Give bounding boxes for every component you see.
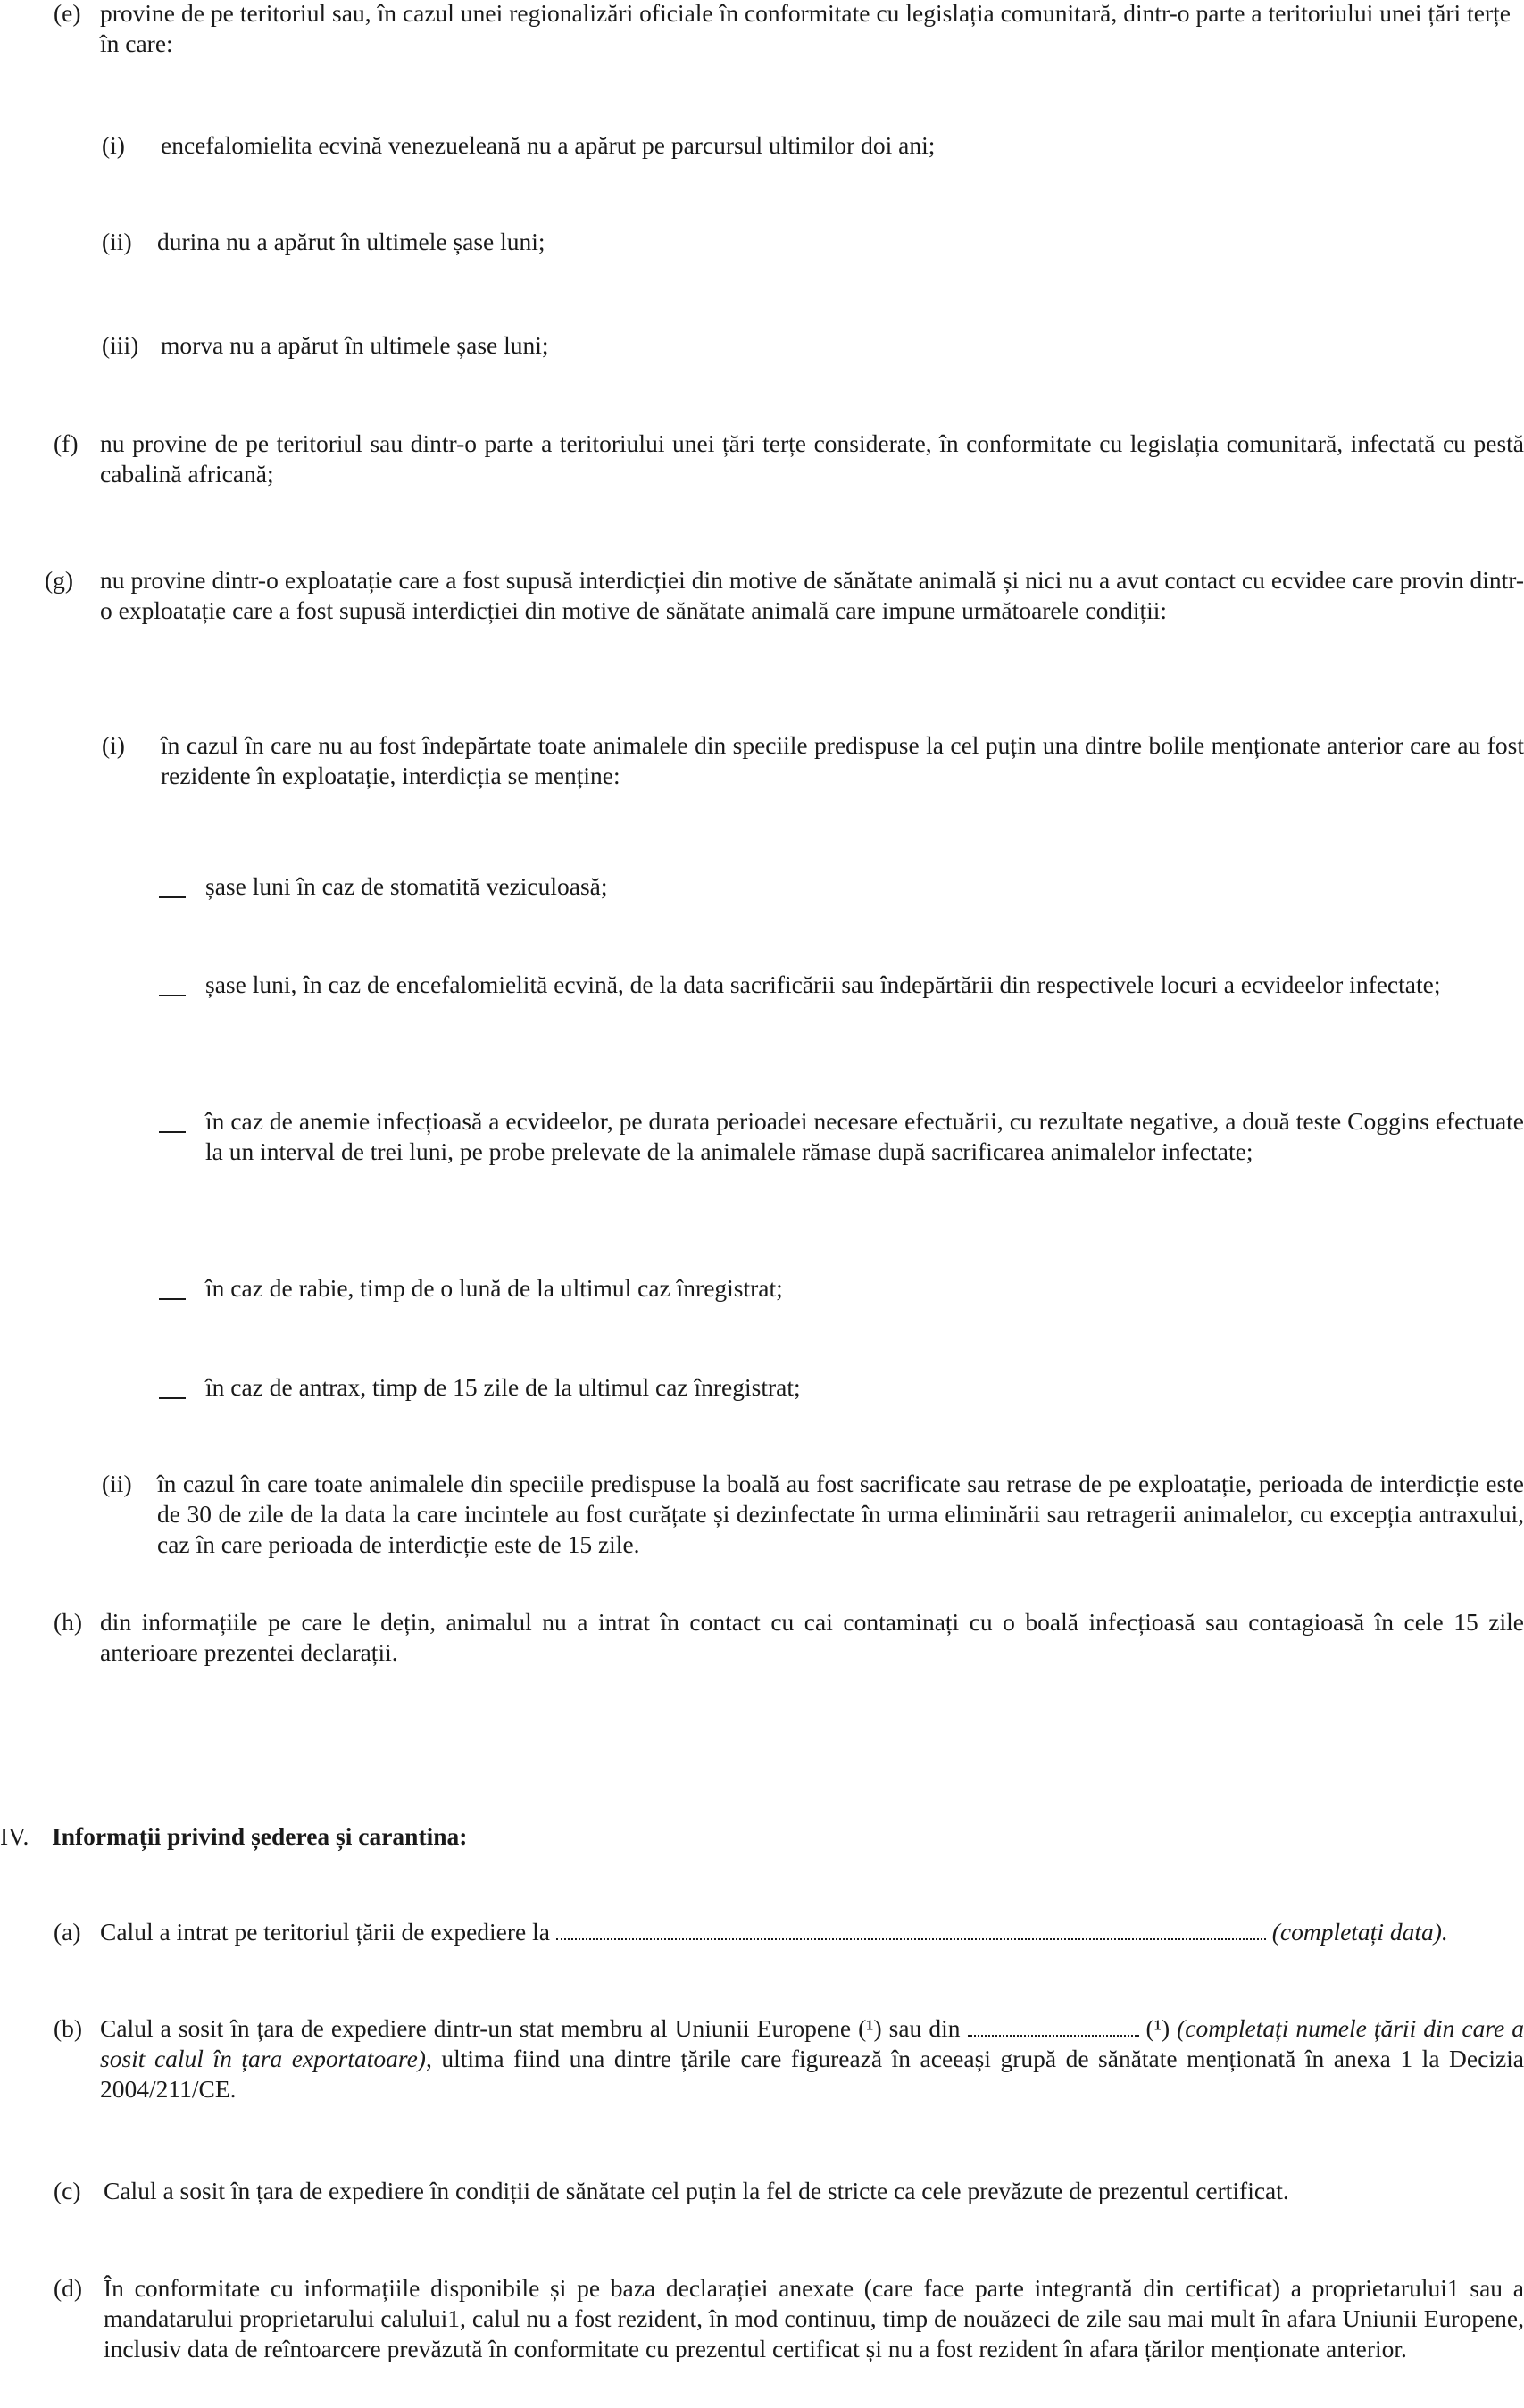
item-e-ii-text: durina nu a apărut în ultimele șase luni;	[157, 228, 545, 255]
item-e-i-text: encefalomielita ecvină venezueleană nu a apărut pe parcursul ultimilor doi ani;	[161, 131, 936, 159]
item-e-text: provine de pe teritoriul sau, în cazul unei regionalizări oficiale în conformitate cu legislația comunitară, dintr-o parte a teritoriului unei țări terțe în care:	[100, 0, 1511, 57]
dash-marker	[159, 1131, 186, 1133]
section-iv-d-text: În conformitate cu informațiile disponibile și pe baza declarației anexate (care face parte integrantă din certificat) a proprietarului1 sau a mandatarului proprietarului calului1, calul nu a fost rezident, în mod continuu, timp de nouăzeci de zile sau mai mult în afara Uniunii Europene, inclusiv data de reîntoarcere prevăzută în conformitate cu prezentul certificat și nu a fost rezident în afara țărilor menționate anterior.	[104, 2274, 1524, 2362]
section-iv-a-label: (a)	[54, 1918, 81, 1946]
section-iv-title: Informații privind șederea și carantina:	[52, 1822, 468, 1850]
item-f-text: nu provine de pe teritoriul sau dintr-o parte a teritoriului unei țări terțe considerate, în conformitate cu legislația comunitară, infectată cu pestă cabalină africană;	[100, 429, 1524, 487]
item-e-iii-label: (iii)	[102, 331, 139, 359]
item-e-iii-text: morva nu a apărut în ultimele șase luni;	[161, 331, 549, 359]
country-blank-field	[968, 2015, 1139, 2037]
dash-text: șase luni în caz de stomatită veziculoasă;	[205, 872, 608, 900]
item-g-ii-label: (ii)	[102, 1470, 132, 1497]
dash-marker	[159, 1298, 186, 1300]
dash-text: în caz de anemie infecțioasă a ecvideelor, pe durata perioadei necesare efectuării, cu rezultate negative, a două teste Coggins efectuate la un interval de trei luni, pe probe prelevate de la animalele rămase după sacrificarea animalelor infectate;	[205, 1107, 1524, 1165]
item-e-ii-label: (ii)	[102, 228, 132, 255]
item-f-label: (f)	[54, 429, 79, 457]
section-iv-a-text: Calul a intrat pe teritoriul țării de expediere la	[100, 1918, 550, 1946]
item-g-ii-text: în cazul în care toate animalele din speciile predispuse la boală au fost sacrificate sau retrase de pe exploatație, perioada de interdicție este de 30 de zile de la data la care incintele au fost curățate și dezinfectate în urma eliminării sau retragerii animalelor, cu excepția antraxului, caz în care perioada de interdicție este de 15 zile.	[157, 1470, 1524, 1558]
dash-marker	[159, 995, 186, 996]
section-iv-c-label: (c)	[54, 2177, 81, 2204]
dash-text: în caz de rabie, timp de o lună de la ultimul caz înregistrat;	[205, 1274, 783, 1302]
item-g-label: (g)	[45, 566, 74, 594]
section-iv-b-text-1: Calul a sosit în țara de expediere dintr-un stat membru al Uniunii Europene (¹) sau din	[100, 2014, 961, 2042]
section-iv-b-note: (completați numele țării din care a sosit calul în țara exportatoare)	[100, 2014, 1524, 2072]
section-iv-b-ref: (¹)	[1145, 2014, 1170, 2042]
date-blank-field	[556, 1919, 1266, 1940]
dash-marker	[159, 896, 186, 898]
item-g-text: nu provine dintr-o exploatație care a fost supusă interdicției din motive de sănătate animală și nici nu a avut contact cu ecvidee care provin dintr-o exploatație care a fost supusă interdicției din motive de sănătate animală care impune următoarele condiții:	[100, 566, 1524, 624]
section-iv-b-text	[100, 2013, 1524, 2104]
section-iv-a-note: (completați data).	[1271, 1918, 1448, 1946]
item-g-i-text: în cazul în care nu au fost îndepărtate toate animalele din speciile predispuse la cel puțin una dintre bolile menționate anterior care au fost rezidente în exploatație, interdicția se menține:	[161, 731, 1524, 789]
section-iv-b-text-2: , ultima fiind una dintre țările care figurează în aceeași grupă de sănătate menționată în anexa 1 la Decizia 2004/211/CE.	[100, 2045, 1524, 2103]
section-iv-a-line	[100, 1917, 1524, 1947]
section-iv-b-label: (b)	[54, 2014, 83, 2042]
section-iv-c-text: Calul a sosit în țara de expediere în condiții de sănătate cel puțin la fel de stricte ca cele prevăzute de prezentul certificat.	[104, 2177, 1289, 2204]
item-e-i-label: (i)	[102, 131, 125, 159]
item-g-i-label: (i)	[102, 731, 125, 759]
dash-text: șase luni, în caz de encefalomielită ecvină, de la data sacrificării sau îndepărtării din respectivele locuri a ecvideelor infectate;	[205, 971, 1441, 998]
item-h-label: (h)	[54, 1608, 83, 1636]
item-e-label: (e)	[54, 0, 81, 27]
dash-marker	[159, 1397, 186, 1399]
section-iv-number: IV.	[0, 1822, 29, 1850]
section-iv-d-label: (d)	[54, 2274, 83, 2302]
item-h-text: din informațiile pe care le dețin, animalul nu a intrat în contact cu cai contaminați cu o boală infecțioasă sau contagioasă în cele 15 zile anterioare prezentei declarații.	[100, 1608, 1524, 1666]
dash-text: în caz de antrax, timp de 15 zile de la ultimul caz înregistrat;	[205, 1373, 801, 1401]
